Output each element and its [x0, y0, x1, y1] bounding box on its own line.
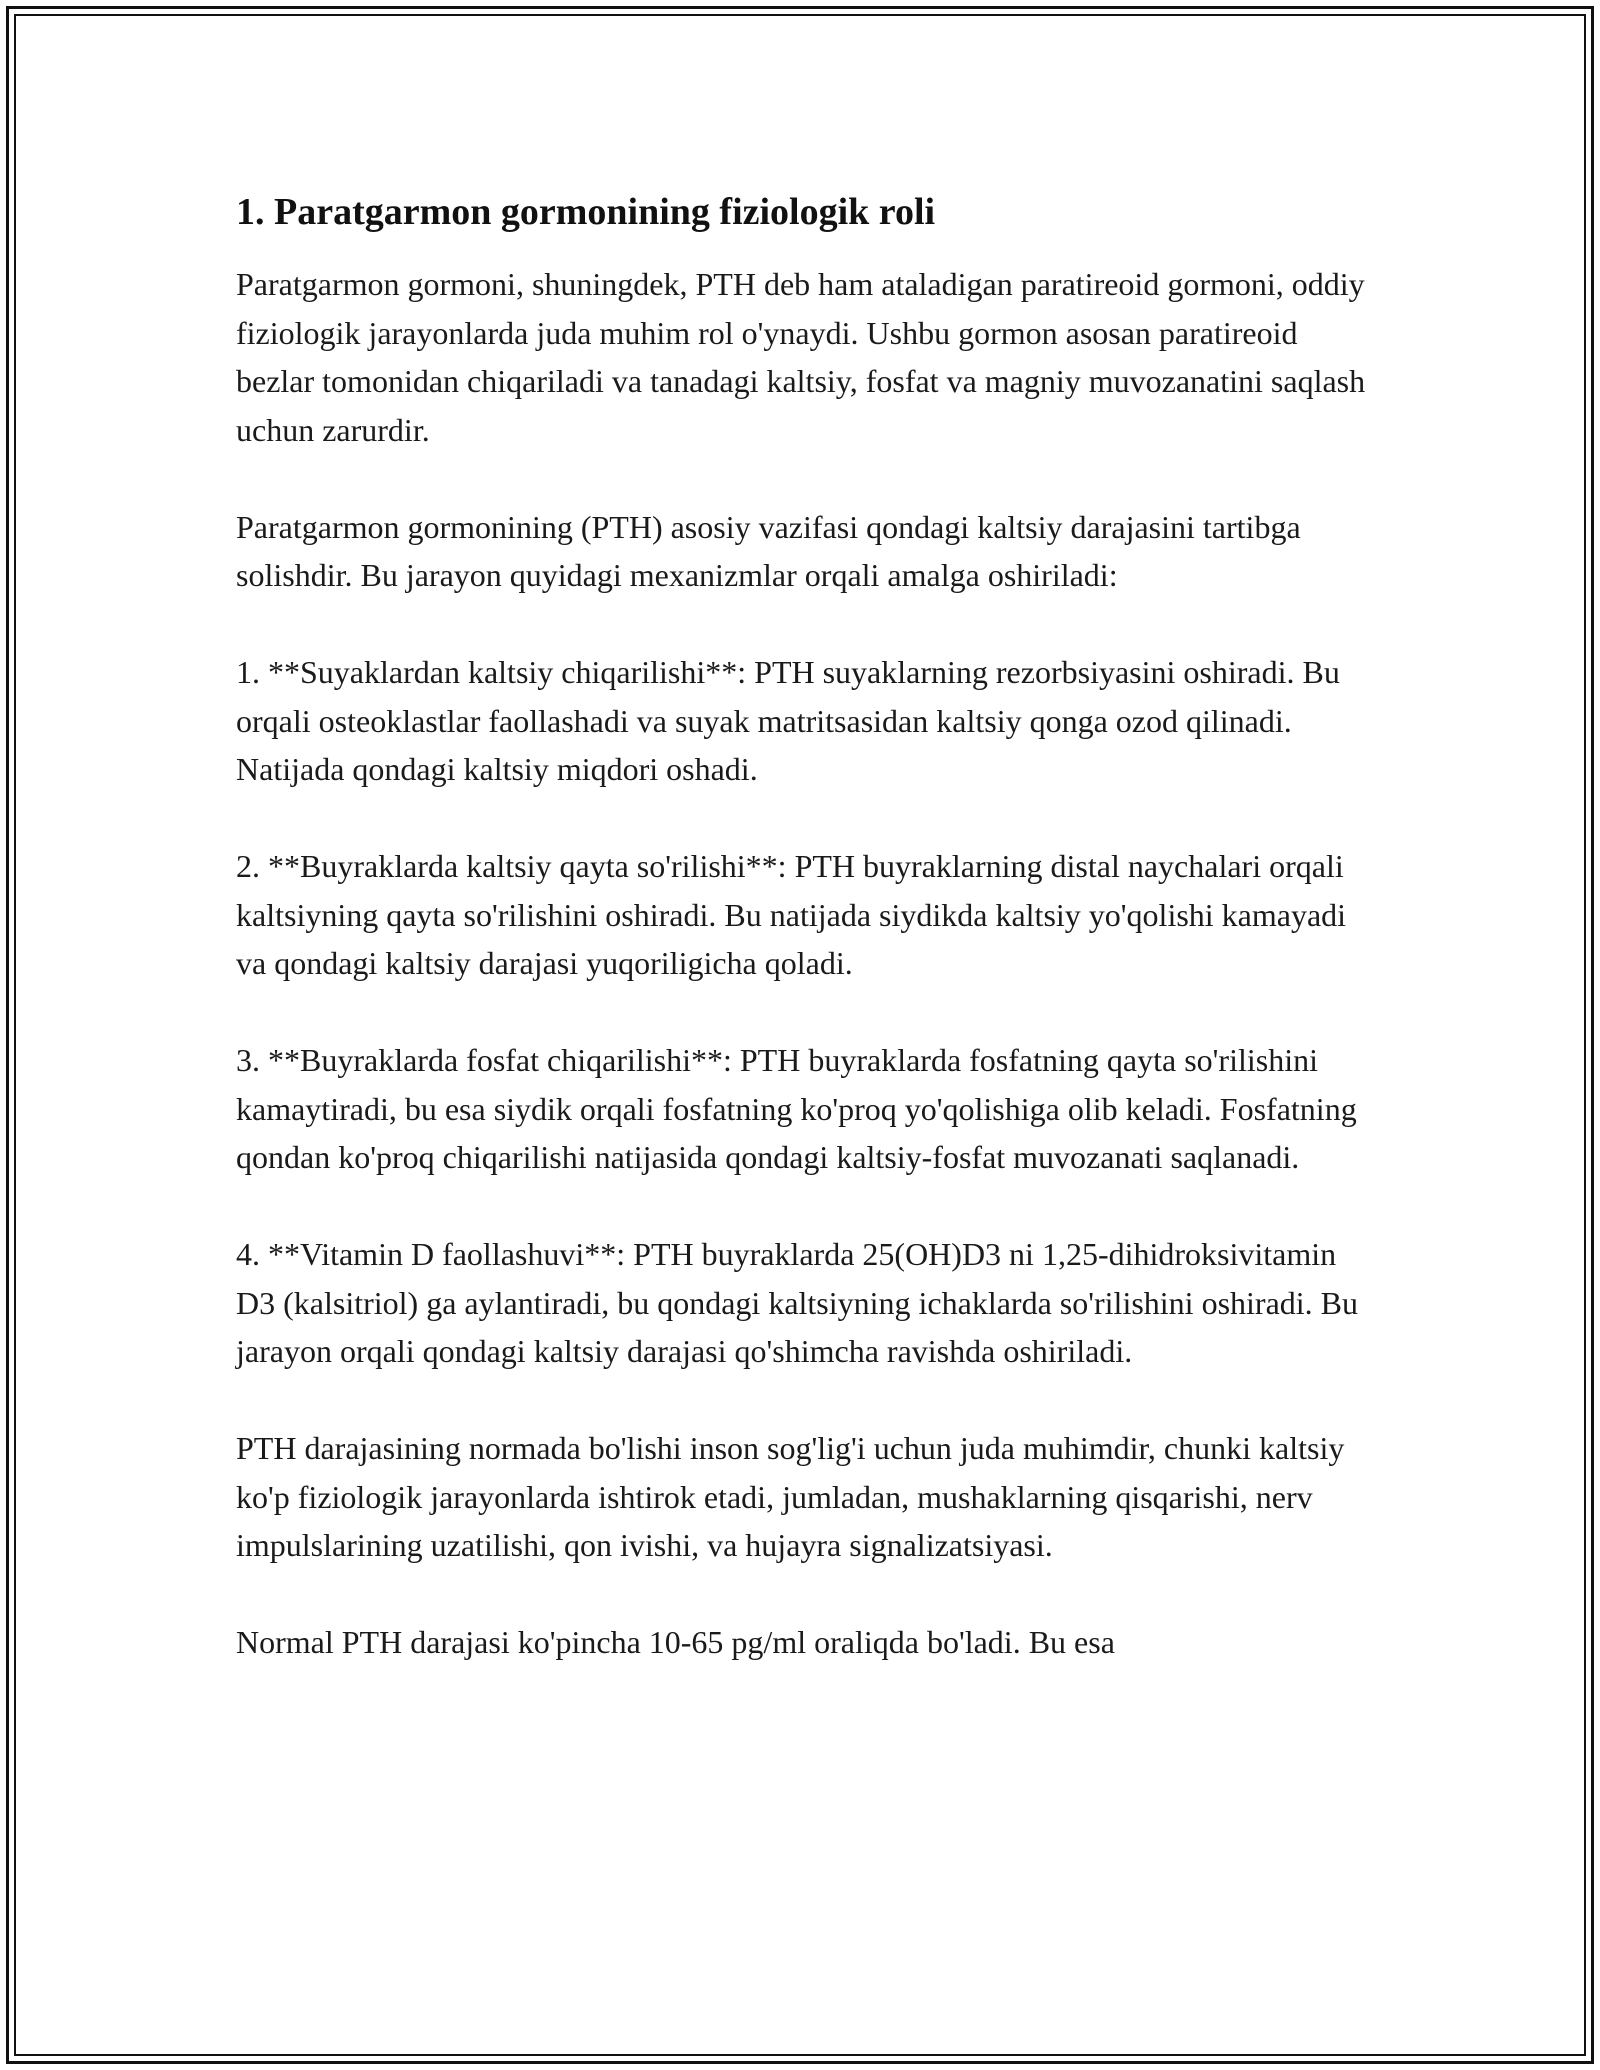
- list-item-vitamin-d: 4. **Vitamin D faollashuvi**: PTH buyraklarda 25(OH)D3 ni 1,25-dihidroksivitamin D3 (kalsitriol) ga aylantiradi, bu qondagi kaltsiyning ichaklarda so'rilishini oshiradi. Bu jarayon orqali qondagi kaltsiy darajasi qo'shimcha ravishda oshiriladi.: [236, 1236, 1358, 1369]
- section-heading: 1. Paratgarmon gormonining fiziologik roli: [236, 191, 936, 233]
- list-item-bone-calcium: 1. **Suyaklardan kaltsiy chiqarilishi**: PTH suyaklarning rezorbsiyasini oshiradi. Bu orqali osteoklastlar faollashadi va suyak matritsasidan kaltsiy qonga ozod qilinadi. Natijada qondagi kaltsiy miqdori oshadi.: [236, 654, 1340, 787]
- paragraph-intro: Paratgarmon gormoni, shuningdek, PTH deb ham ataladigan paratireoid gormoni, oddiy fiziologik jarayonlarda juda muhim rol o'ynaydi. Ushbu gormon asosan paratireoid bezlar tomonidan chiqariladi va tanadagi kaltsiy, fosfat va magniy muvozanatini saqlash uchun zarurdir.: [236, 266, 1366, 448]
- list-item-kidney-calcium: 2. **Buyraklarda kaltsiy qayta so'rilishi**: PTH buyraklarning distal naychalari orqali kaltsiyning qayta so'rilishini oshiradi. Bu natijada siydikda kaltsiy yo'qolishi kamayadi va qondagi kaltsiy darajasi yuqoriligicha qoladi.: [236, 848, 1347, 981]
- paragraph-importance: PTH darajasining normada bo'lishi inson sog'lig'i uchun juda muhimdir, chunki kaltsiy ko'p fiziologik jarayonlarda ishtirok etadi, jumladan, mushaklarning qisqarishi, nerv impulslarining uzatilishi, qon ivishi, va hujayra signalizatsiyasi.: [236, 1430, 1345, 1563]
- paragraph-main-function: Paratgarmon gormonining (PTH) asosiy vazifasi qondagi kaltsiy darajasini tartibga solishdir. Bu jarayon quyidagi mexanizmlar orqali amalga oshiriladi:: [236, 508, 1301, 593]
- paragraph-normal-range: Normal PTH darajasi ko'pincha 10-65 pg/ml oraliqda bo'ladi. Bu esa: [236, 1624, 1115, 1660]
- list-item-kidney-phosphate: 3. **Buyraklarda fosfat chiqarilishi**: PTH buyraklarda fosfatning qayta so'rilishini kamaytiradi, bu esa siydik orqali fosfatning ko'proq yo'qolishiga olib keladi. Fosfatning qondan ko'proq chiqarilishi natijasida qondagi kaltsiy-fosfat muvozanati saqlanadi.: [236, 1042, 1357, 1175]
- document-body: [236, 186, 1366, 1667]
